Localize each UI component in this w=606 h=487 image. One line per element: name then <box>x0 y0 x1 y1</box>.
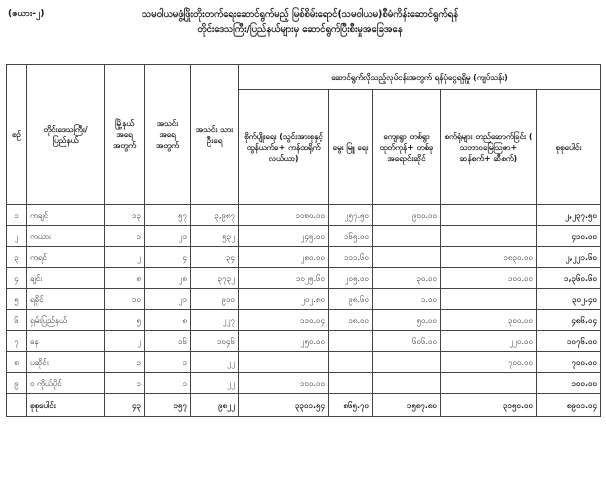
cell-region: ကရင် <box>27 247 105 268</box>
cell-total: ၁၀၇၆.၀၀ <box>537 331 601 352</box>
header-fund-group: ဆောင်ရွက်လိုသည့်လုပ်ငန်းအတွက် ရန်ပုံငွေရရှိမှု (ကျပ်သန်း) <box>239 65 601 90</box>
cell-livestock: ၁၆၅.၀၀ <box>329 226 373 247</box>
cell-villages: ၈ <box>145 310 191 331</box>
cell-agri: ၁၀၈၀.၀၀ <box>239 205 329 226</box>
cell-villages: ၁ <box>145 352 191 373</box>
cell-trade: ၃၀၀.၀၀ <box>441 310 537 331</box>
header-total: စုစုပေါင်း <box>537 90 601 205</box>
cell-rural: ၉၀၀.၀၀ <box>373 205 441 226</box>
header-region: တိုင်းဒေသကြီး/ ပြည်နယ် <box>27 65 105 205</box>
total-livestock: ၈၆၅.၇၀ <box>329 394 373 417</box>
cell-villages: ၂၁ <box>145 226 191 247</box>
total-townships: ၄၃ <box>105 394 145 417</box>
cell-total: ၄၈၆.၀၄ <box>537 310 601 331</box>
cell-villages: ၅၇ <box>145 205 191 226</box>
cell-sr: ၁ <box>7 205 27 226</box>
total-agri: ၃၃၀၁.၅၄ <box>239 394 329 417</box>
cell-townships: ၂ <box>105 331 145 352</box>
cell-members: ၂၂၇ <box>191 310 239 331</box>
cell-villages: ၁ <box>145 373 191 394</box>
header-sr: စဉ် <box>7 65 27 205</box>
header-agri: စိုက်ပျိုးရေး (သွင်းအားစုနှင့် ထွန်ယက်ခ+ ကန်ထရိုက် လယ်ယာ) <box>239 90 329 205</box>
cell-total: ၇၀၀.၀၀ <box>537 352 601 373</box>
cell-livestock: ၂၅၇.၅၀ <box>329 205 373 226</box>
cell-livestock: ၁၁၁.၆၀ <box>329 247 373 268</box>
cell-livestock <box>329 331 373 352</box>
cell-region: နေ <box>27 331 105 352</box>
cell-agri <box>239 352 329 373</box>
cell-sr: ၅ <box>7 289 27 310</box>
cell-trade <box>441 373 537 394</box>
header-trade: စက်ရုံများ တည်ဆောက်ခြင်း ( သဘာဝမြေဩဇာ+ ဆန်စက်+ ဆီစက်) <box>441 90 537 205</box>
cell-region: ကယား <box>27 226 105 247</box>
cell-members: ၃၇၃၂ <box>191 268 239 289</box>
cell-rural: ၃၀.၀၀ <box>373 268 441 289</box>
cell-livestock <box>329 373 373 394</box>
cell-total: ၁,၃၆၀.၆၀ <box>537 268 601 289</box>
cell-region: ရခိုင် <box>27 289 105 310</box>
cell-townships: ၁၃ <box>105 205 145 226</box>
cell-agri: ၂၄၅.၀၀ <box>239 226 329 247</box>
cell-rural <box>373 373 441 394</box>
cell-rural <box>373 352 441 373</box>
cell-villages: ၁၆ <box>145 331 191 352</box>
table-row <box>7 289 601 310</box>
cell-townships: ၁ <box>105 352 145 373</box>
table-row <box>7 310 601 331</box>
table-row <box>7 226 601 247</box>
total-rural: ၁၅၈၇.၈၀ <box>373 394 441 417</box>
cell-trade: ၁၈၃၀.၀၀ <box>441 247 537 268</box>
cell-region: ရှမ်းပြည်နယ် <box>27 310 105 331</box>
header-villages: အသင်း အရေ အတွက် <box>145 65 191 205</box>
cell-sr: ၄ <box>7 268 27 289</box>
cell-livestock: ၂၀၅.၀၀ <box>329 268 373 289</box>
cell-agri: ၁၀၀.၀၀ <box>239 373 329 394</box>
table-row <box>7 352 601 373</box>
cell-sr: ၉ <box>7 373 27 394</box>
cell-sr-empty <box>7 394 27 417</box>
cell-trade <box>441 289 537 310</box>
cell-total: ၃၀၂.၄၀ <box>537 289 601 310</box>
table-row <box>7 268 601 289</box>
cell-sr: ၆ <box>7 310 27 331</box>
cell-agri: ၁၁၀.၀၄ <box>239 310 329 331</box>
cell-agri: ၂၈၀.၀၀ <box>239 247 329 268</box>
cell-rural: ၆၀၆.၀၀ <box>373 331 441 352</box>
page-title <box>70 7 530 37</box>
cell-trade: ၁၀၀.၀၀ <box>441 268 537 289</box>
cell-sr: ၇ <box>7 331 27 352</box>
header-rural: ကျေးရွာ တစ်ရွာ ထုတ်ကုန်+ တစ်ခု အရောင်းဆိုင် <box>373 90 441 205</box>
cell-livestock: ၁၈.၀၀ <box>329 310 373 331</box>
cell-sr: ၈ <box>7 352 27 373</box>
title-line-1: သမဝါယမဖွံ့ဖြိုးတိုးတက်ရေးဆောင်ရွက်မည့် မြစ်စိမ်းရောင်(သမဝါယမ)စီမံကိန်းဆောင်ရွက်ရန် <box>141 9 459 20</box>
header-members: အသင်း သား ဦးရေ <box>191 65 239 205</box>
cell-rural: ၁.၀၀ <box>373 289 441 310</box>
cell-members: ၃၄ <box>191 247 239 268</box>
total-villages: ၁၅၇ <box>145 394 191 417</box>
cell-livestock <box>329 352 373 373</box>
cell-villages: ၂၁ <box>145 289 191 310</box>
total-trade: ၃၁၅၀.၀၀ <box>441 394 537 417</box>
cell-trade <box>441 205 537 226</box>
cell-townships: ၈ <box>105 268 145 289</box>
total-total: ၈၉၀၁.၀၄ <box>537 394 601 417</box>
table-row <box>7 247 601 268</box>
cell-members: ၃,၉၈၇ <box>191 205 239 226</box>
cell-total: ၂,၂၂၁.၆၀ <box>537 247 601 268</box>
header-livestock: မွေး မြူ ရေး <box>329 90 373 205</box>
cell-townships: ၅ <box>105 310 145 331</box>
cell-total: ၂,၂၃၇.၅၀ <box>537 205 601 226</box>
cell-members: ၂၂ <box>191 373 239 394</box>
cell-region: ပဆိုင်း <box>27 352 105 373</box>
cell-region: ဝ ကိုယ်ပိုင် <box>27 373 105 394</box>
cell-rural <box>373 226 441 247</box>
cell-agri: ၁၀၂၅.၆၀ <box>239 268 329 289</box>
table-tag: (ဇယား-၂) <box>8 9 45 19</box>
table-row <box>7 205 601 226</box>
cell-trade: ၇၀၀.၀၀ <box>441 352 537 373</box>
totals-label: စုစုပေါင်း <box>27 394 105 417</box>
header-townships: မြို့နယ် အရေ အတွက် <box>105 65 145 205</box>
cell-sr: ၃ <box>7 247 27 268</box>
cell-members: ၉၁၀ <box>191 289 239 310</box>
cell-region: ကချင် <box>27 205 105 226</box>
cell-townships: ၁ <box>105 226 145 247</box>
cell-agri: ၂၅၀.၀၀ <box>239 331 329 352</box>
cell-townships: ၂ <box>105 247 145 268</box>
cell-townships: ၁၀ <box>105 289 145 310</box>
cell-members: ၁၀၄၆ <box>191 331 239 352</box>
cell-livestock: ၉၈.၆၀ <box>329 289 373 310</box>
cell-agri: ၂၀၂.၈၀ <box>239 289 329 310</box>
cell-sr: ၂ <box>7 226 27 247</box>
totals-row <box>7 394 601 417</box>
cell-total: ၄၁၀.၀၀ <box>537 226 601 247</box>
table-row <box>7 373 601 394</box>
cell-rural: ၅၀.၀၀ <box>373 310 441 331</box>
total-members: ၉၈၂၂ <box>191 394 239 417</box>
table-row <box>7 331 601 352</box>
cell-rural <box>373 247 441 268</box>
cell-trade: ၂၂၀.၀၀ <box>441 331 537 352</box>
title-line-2: တိုင်းဒေသကြီး/ပြည်နယ်များမှ ဆောင်ရွက်ပြီးစီးမှုအခြေအနေ <box>197 24 403 35</box>
cell-villages: ၄ <box>145 247 191 268</box>
cell-members: ၅၃၂ <box>191 226 239 247</box>
cell-townships: ၁ <box>105 373 145 394</box>
cell-region: ချင်း <box>27 268 105 289</box>
cell-trade <box>441 226 537 247</box>
cell-members: ၂၂ <box>191 352 239 373</box>
data-table <box>6 64 601 417</box>
cell-total: ၁၀၀.၀၀ <box>537 373 601 394</box>
cell-villages: ၂၈ <box>145 268 191 289</box>
